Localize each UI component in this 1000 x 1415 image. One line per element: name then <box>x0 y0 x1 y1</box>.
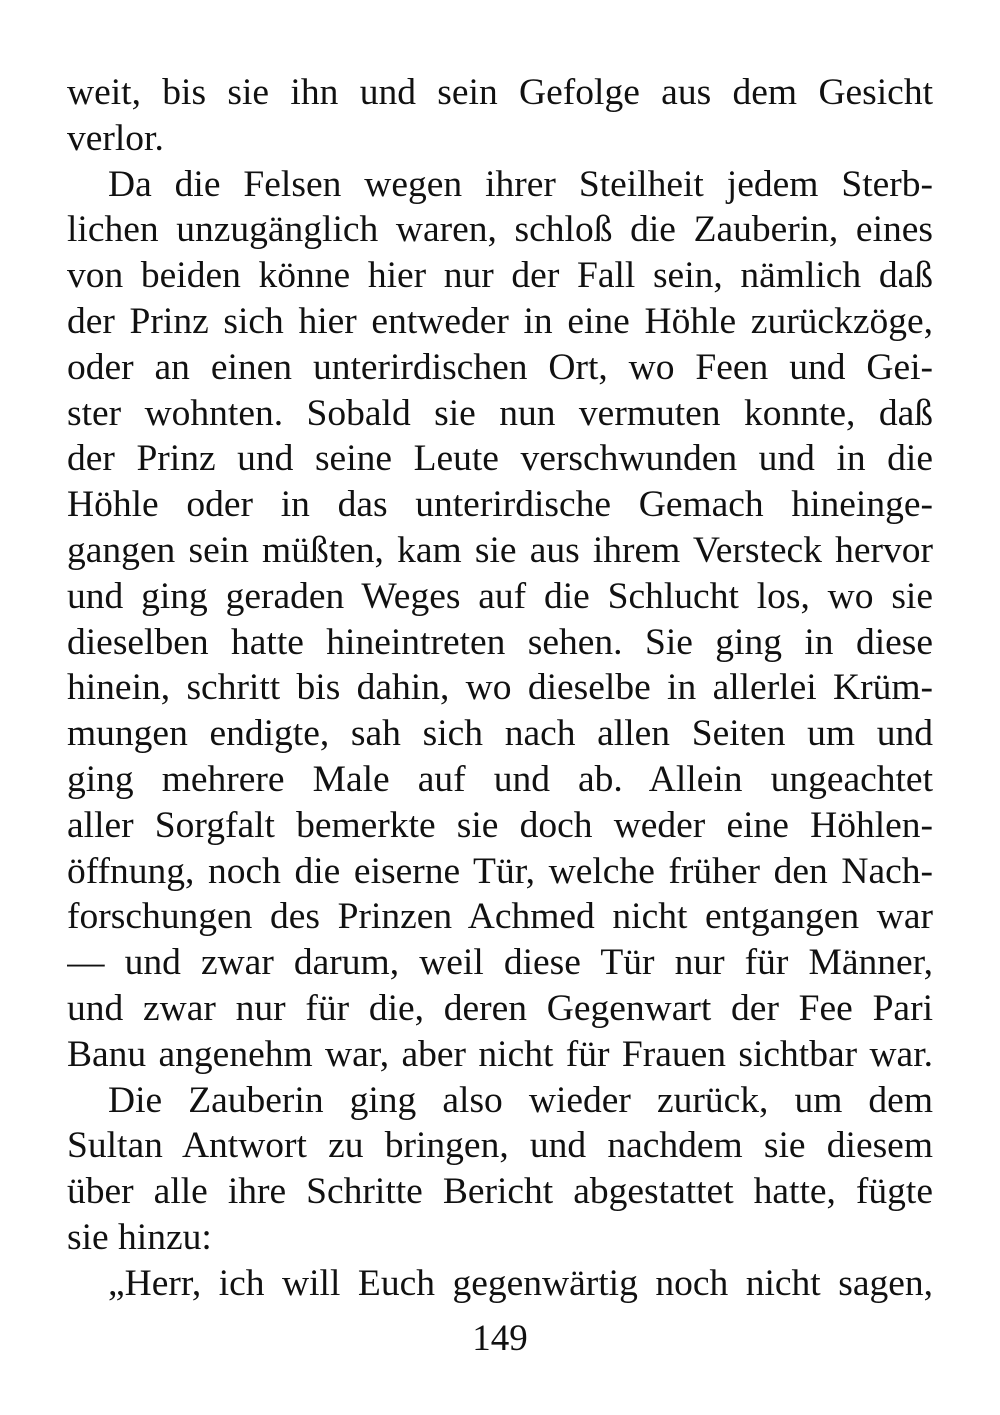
text-line: dieselben hatte hineintreten sehen. Sie ging in diese <box>67 621 933 663</box>
text-line: ging mehrere Male auf und ab. Allein ungeachtet <box>67 758 933 800</box>
text-line: hinein, schritt bis dahin, wo dieselbe in allerlei Krüm- <box>67 667 933 709</box>
text-line: Die Zauberin ging also wieder zurück, um dem <box>108 1079 933 1121</box>
text-line: mungen endigte, sah sich nach allen Seiten um und <box>67 713 933 755</box>
text-line: ster wohnten. Sobald sie nun vermuten konnte, daß <box>67 392 933 434</box>
text-line: Sultan Antwort zu bringen, und nachdem sie diesem <box>67 1125 933 1167</box>
text-line: „Herr, ich will Euch gegenwärtig noch nicht sagen, <box>108 1262 933 1304</box>
text-line: gangen sein müßten, kam sie aus ihrem Versteck hervor <box>67 529 933 571</box>
text-line: und ging geraden Weges auf die Schlucht los, wo sie <box>67 575 933 617</box>
text-line: von beiden könne hier nur der Fall sein, nämlich daß <box>67 255 933 297</box>
text-line: öffnung, noch die eiserne Tür, welche früher den Nach- <box>67 850 933 892</box>
page-body <box>67 70 933 1307</box>
text-line: forschungen des Prinzen Achmed nicht entgangen war <box>67 896 933 938</box>
text-line: oder an einen unterirdischen Ort, wo Feen und Gei- <box>67 346 933 388</box>
text-line: aller Sorgfalt bemerkte sie doch weder eine Höhlen- <box>67 804 933 846</box>
text-line: über alle ihre Schritte Bericht abgestattet hatte, fügte <box>67 1171 933 1213</box>
text-line: lichen unzugänglich waren, schloß die Zauberin, eines <box>67 209 933 251</box>
text-line: und zwar nur für die, deren Gegenwart der Fee Pari <box>67 987 933 1029</box>
text-line: verlor. <box>67 117 164 159</box>
text-line: der Prinz und seine Leute verschwunden und in die <box>67 438 933 480</box>
page-number: 149 <box>472 1318 528 1359</box>
text-line: Höhle oder in das unterirdische Gemach hineinge- <box>67 484 933 526</box>
text-line: der Prinz sich hier entweder in eine Höhle zurückzöge, <box>67 300 933 342</box>
text-line: sie hinzu: <box>67 1216 212 1258</box>
text-line: — und zwar darum, weil diese Tür nur für Männer, <box>67 942 933 984</box>
text-line: Banu angenehm war, aber nicht für Frauen sichtbar war. <box>67 1033 933 1075</box>
text-line: Da die Felsen wegen ihrer Steilheit jedem Sterb- <box>108 163 933 205</box>
text-line: weit, bis sie ihn und sein Gefolge aus dem Gesicht <box>67 72 933 113</box>
